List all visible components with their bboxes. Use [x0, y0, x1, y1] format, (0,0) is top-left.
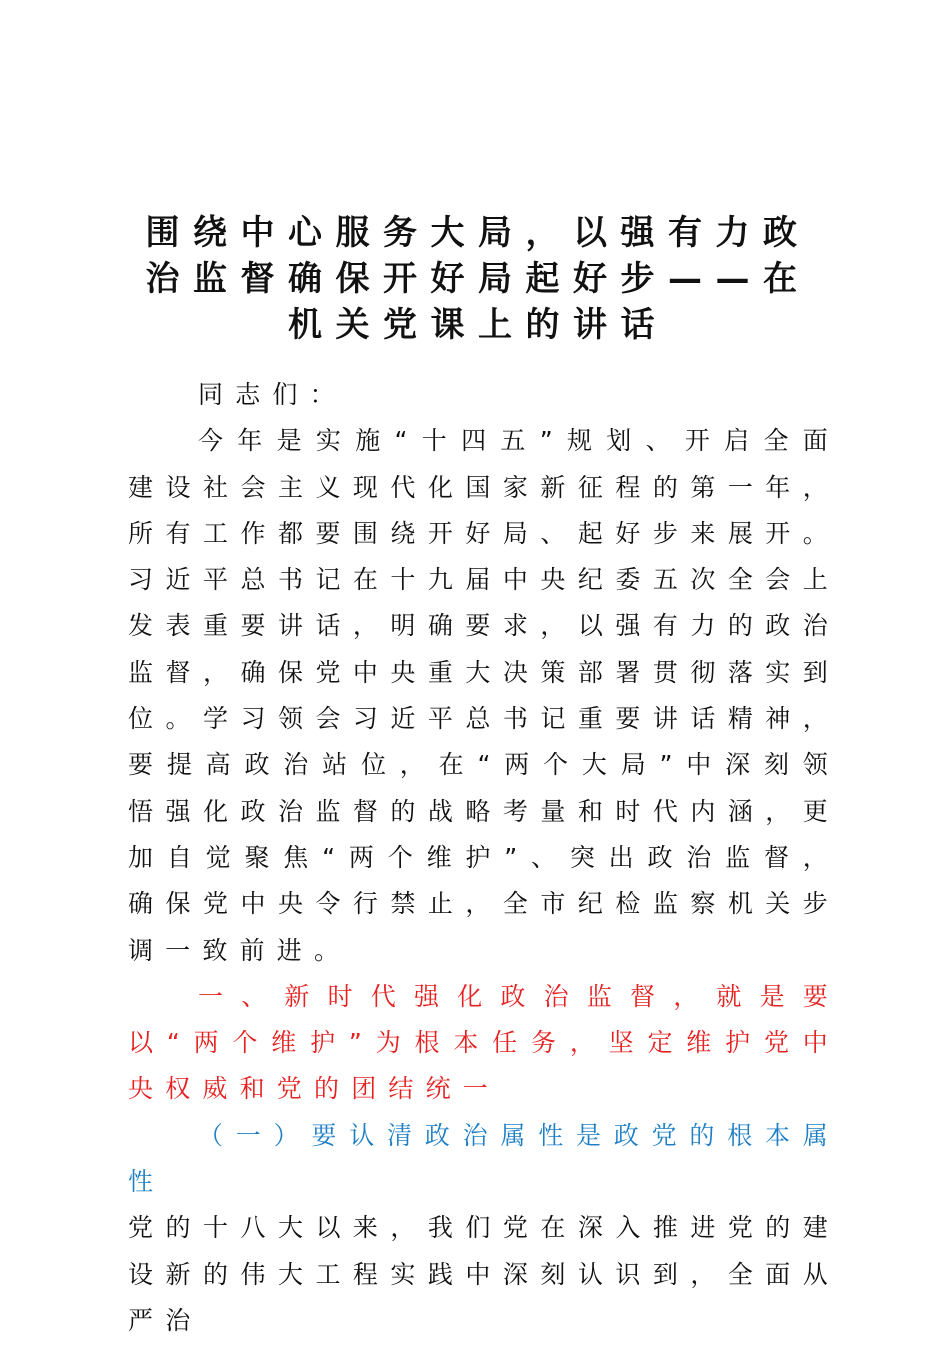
document-title: 围绕中心服务大局，以强有力政治监督确保开好局起好步——在机关党课上的讲话	[145, 213, 811, 345]
document-body	[128, 372, 840, 1344]
paragraph-intro: 今年是实施“十四五”规划、开启全面建设社会主义现代化国家新征程的第一年，所有工作都要围绕开好局、起好步来展开。习近平总书记在十九届中央纪委五次全会上发表重要讲话，明确要求，以强有力的政治监督，确保党中央重大决策部署贯彻落实到位。学习领会习近平总书记重要讲话精神，要提高政治站位，在“两个大局”中深刻领悟强化政治监督的战略考量和时代内涵，更加自觉聚焦“两个维护”、突出政治监督，确保党中央令行禁止，全市纪检监察机关步调一致前进。	[128, 426, 840, 965]
section-heading-1: 一、新时代强化政治监督，就是要以“两个维护”为根本任务，坚定维护党中央权威和党的团结统一	[128, 981, 840, 1104]
salutation: 同志们：	[198, 380, 347, 409]
subsection-heading-1: （一）要认清政治属性是政党的根本属性	[128, 1120, 840, 1197]
paragraph-continued: 党的十八大以来，我们党在深入推进党的建设新的伟大工程实践中深刻认识到，全面从严治	[128, 1213, 840, 1335]
